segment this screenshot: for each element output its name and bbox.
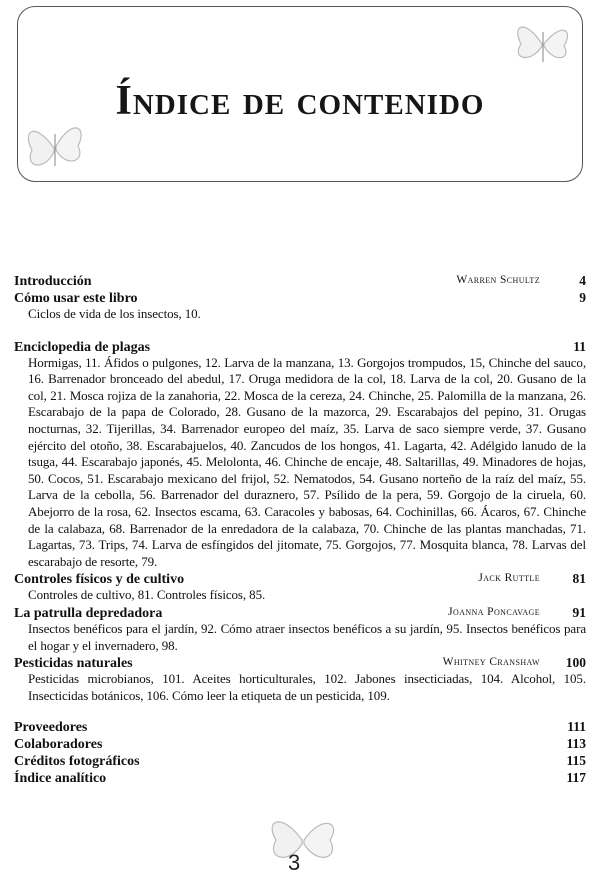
section-author: Whitney Cranshaw (442, 656, 540, 669)
section-title: La patrulla depredadora (14, 605, 163, 621)
toc-entry-proveedores (14, 718, 586, 735)
section-page: 91 (572, 604, 586, 620)
toc-entry-creditos (14, 752, 586, 769)
section-title: Créditos fotográficos (14, 754, 140, 770)
section-title: Índice analítico (14, 771, 107, 787)
toc-entry-controles (14, 570, 586, 587)
section-author: Warren Schultz (456, 274, 540, 286)
section-title: Pesticidas naturales (14, 656, 133, 672)
section-title: Introducción (14, 274, 92, 289)
toc-entry-colaboradores (14, 735, 586, 752)
section-page: 81 (572, 571, 586, 587)
section-subentries: Controles de cultivo, 81. Controles físicos, 85. (28, 587, 266, 603)
section-title: Colaboradores (14, 737, 103, 753)
section-title: Enciclopedia de plagas (14, 339, 151, 355)
section-page: 100 (565, 655, 586, 671)
section-author: Joanna Poncavage (448, 605, 540, 618)
section-page: 9 (579, 290, 586, 305)
toc-entry-pesticidas (14, 654, 586, 671)
page-title: Índice de contenido (115, 78, 485, 124)
section-subentries: Hormigas, 11. Áfidos o pulgones, 12. Larva de la manzana, 13. Gorgojos trompudos, 15, Chinche del sauco, 16. Barrenador bronceado del abedul, 17. Oruga medidora de la col, 18. Larva de la col, 20. Gusano de la col, 21. Mosca rojiza de la zanahoria, 22. Mosca de la cereza, 24. Chinche, 25. Palomilla de la manzana, 26. Escarabajo de la papa de Colorado, 28. Gusano de la mazorca, 29. Escarabajos del pepino, 31. Orugas nocturnas, 32. Tijerillas, 34. Barrenador europeo del maíz, 35. Larva de saco siempre verde, 37. Gusano ejército del otoño, 38. Escarabajuelos, 40. Zancudos de los hongos, 41. Lagarta, 42. Adélgido lanudo de la tsuga, 44. Escarabajo japonés, 45. Melolonta, 46. Chinche de encaje, 48. Saltarillas, 49. Minadores de hojas, 50. Cocos, 51. Escarabajo mexicano del frijol, 52. Nematodos, 54. Gusano norteño de la raíz del maíz, 55. Larva de la cebolla, 56. Barrenador del duraznero, 57. Psílido de la pera, 59. Gorgojo de la ciruela, 60. Abejorro de la rosa, 62. Insectos escama, 63. Caracoles y babosas, 64. Cochinillas, 66. Ácaros, 67. Chinche de la calabaza, 68. Barrenador de la enredadora de la calabaza, 70. Chinche de las plantas manchadas, 71. Lagartas, 73. Trips, 74. Larva de esfíngidos del jitomate, 75. Gorgojos, 77. Mosquita blanca, 78. Larvas del escarabajo de resorte, 79. (28, 354, 586, 569)
title-box (17, 6, 583, 182)
section-author: Jack Ruttle (478, 572, 540, 585)
section-page: 4 (579, 273, 586, 288)
toc-entry-como-usar (14, 289, 586, 306)
section-page: 113 (566, 736, 586, 752)
toc-entry-introduccion (14, 272, 586, 289)
section-page: 115 (566, 753, 586, 769)
butterfly-icon (258, 810, 348, 870)
section-title: Controles físicos y de cultivo (14, 572, 185, 588)
section-subentries: Ciclos de vida de los insectos, 10. (28, 306, 201, 321)
butterfly-icon (506, 14, 576, 74)
section-page: 11 (573, 338, 586, 354)
page-number: 3 (288, 850, 301, 875)
toc-entry-enciclopedia (14, 338, 586, 355)
section-title: Proveedores (14, 720, 88, 736)
toc-entry-patrulla (14, 604, 586, 621)
section-title: Cómo usar este libro (14, 291, 138, 306)
butterfly-icon (20, 112, 90, 178)
section-page: 111 (567, 719, 586, 735)
section-page: 117 (566, 770, 586, 786)
section-subentries: Insectos benéficos para el jardín, 92. Cómo atraer insectos benéficos a su jardín, 95. Insectos benéficos para el hogar y el invernadero, 98. (28, 620, 586, 653)
toc-entry-indice (14, 769, 586, 786)
section-subentries: Pesticidas microbianos, 101. Aceites horticulturales, 102. Jabones insecticiadas, 104. Alcohol, 105. Insecticidas botánicos, 106. Cómo leer la etiqueta de un pesticida, 109. (28, 671, 586, 703)
table-of-contents (14, 272, 586, 786)
